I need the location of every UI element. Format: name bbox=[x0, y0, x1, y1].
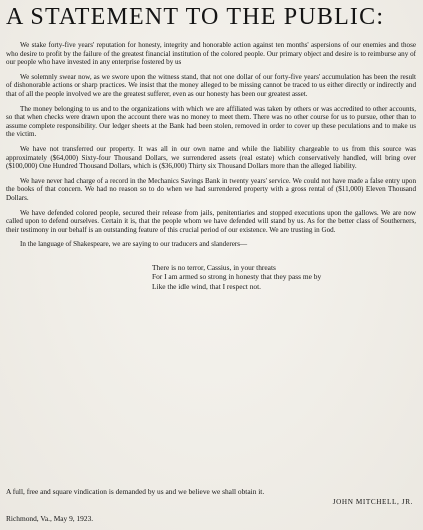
quote-line: Like the idle wind, that I respect not. bbox=[152, 281, 261, 291]
place-date: Richmond, Va., May 9, 1923. bbox=[6, 514, 94, 523]
paragraph-bank-record: We have never had charge of a record in the Mechanics Savings Bank in twenty years' service. We could not have made a false entry upon the books of that concern. We had no reason so to do when we had surrendered property with a gross rental of ($11,000) Eleven Thousand Dollars. bbox=[6, 176, 416, 202]
paragraph-money: The money belonging to us and to the organizations with which we are affiliated was taken by others or was accredited to other accounts, so that when checks were drawn upon the account there was no money to meet them. There was no other course for us to pursue, other than to assume complete responsibility. Our ledger sheets at the Bank had been stolen, removed in order to cover up these peculations and to make us the victim. bbox=[6, 104, 416, 139]
paragraph-oath: We solemnly swear now, as we swore upon the witness stand, that not one dollar of our forty-five years' accumulation has been the result of dishonorable actions or sharp practices. We insist that the money alleged to be missing cannot be traced to us either directly or indirectly and that of all the people involved we are the greatest sufferer, even as our honesty has been our greatest asset. bbox=[6, 72, 416, 98]
closing-statement: A full, free and square vindication is demanded by us and we believe we shall obtain it. bbox=[6, 487, 265, 496]
document-title: A STATEMENT TO THE PUBLIC: bbox=[6, 4, 385, 30]
quote-line: For I am armed so strong in honesty that they pass me by bbox=[152, 272, 322, 282]
signature: JOHN MITCHELL, JR. bbox=[332, 498, 413, 506]
paragraph-reputation: We stake forty-five years' reputation for honesty, integrity and honorable action against ten months' aspersions of our enemies and those who desire to profit by the failure of the greatest financial institution of the colored people. Our primary object and desire is to reimburse any of our people who have invested in any enterprise fostered by us bbox=[6, 41, 416, 67]
paragraph-defense: We have defended colored people, secured their release from jails, penitentiaries and stopped executions upon the gallows. We are now called upon to defend ourselves. Certain it is, that the people whom we have defended will stand by us. As for the better class of Southerners, their testimony in our behalf is an outstanding feature of this crucial period of our existence. We are trusting in God. bbox=[6, 208, 416, 234]
paragraph-property: We have not transferred our property. It was all in our own name and while the liability chargeable to us from this source was approximately ($64,000) Sixty-four Thousand Dollars, we surrendered assets (real estate) which conservatively handled, will bring over ($100,000) One Hundred Thousand Dollars, which is ($36,000) Thirty six Thousand Dollars more than the alleged liability. bbox=[6, 144, 416, 171]
body-text bbox=[6, 41, 416, 249]
quote-line: There is no terror, Cassius, in your threats bbox=[152, 262, 276, 272]
document-footer bbox=[6, 487, 413, 523]
shakespeare-quote bbox=[152, 263, 416, 291]
paragraph-shakespeare: In the language of Shakespeare, we are saying to our traducers and slanderers— bbox=[20, 240, 248, 249]
